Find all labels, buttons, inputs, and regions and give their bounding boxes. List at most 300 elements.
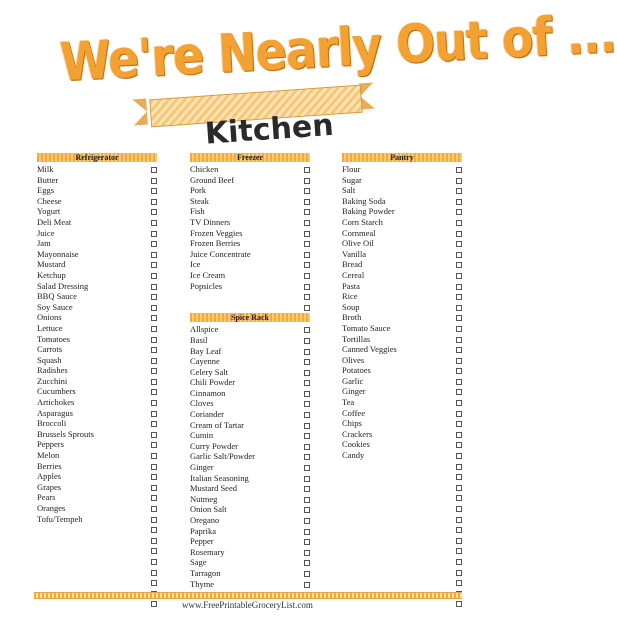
item-label: Melon <box>37 450 60 461</box>
item-label: Frozen Veggies <box>190 227 243 238</box>
item-label: Steak <box>190 195 209 206</box>
item-label: Eggs <box>37 185 54 196</box>
pantry-header: Pantry <box>342 153 462 162</box>
item-label: Candy <box>342 450 365 461</box>
list-item <box>37 196 157 207</box>
checkbox[interactable] <box>151 220 157 226</box>
list-item <box>37 259 157 270</box>
list-item <box>190 483 310 494</box>
list-item <box>342 270 462 281</box>
checkbox[interactable] <box>456 358 462 364</box>
checkbox[interactable] <box>304 252 310 258</box>
item-label: Sage <box>190 557 207 568</box>
item-label: Butter <box>37 174 59 185</box>
list-item <box>342 439 462 450</box>
checkbox[interactable] <box>151 337 157 343</box>
checkbox[interactable] <box>304 370 310 376</box>
list-item <box>37 535 157 546</box>
list-item <box>342 291 462 302</box>
list-item <box>190 356 310 367</box>
item-label: Cloves <box>190 398 214 409</box>
checkbox[interactable] <box>151 294 157 300</box>
checkbox[interactable] <box>456 167 462 173</box>
list-item <box>37 503 157 514</box>
checkbox[interactable] <box>456 241 462 247</box>
refrigerator-header: Refrigerator <box>37 153 157 162</box>
list-item <box>190 451 310 462</box>
checkbox[interactable] <box>151 241 157 247</box>
checkbox[interactable] <box>304 529 310 535</box>
item-label: Tarragon <box>190 567 221 578</box>
item-label: Nutmeg <box>190 493 218 504</box>
item-label: Curry Powder <box>190 440 238 451</box>
item-label: Olives <box>342 354 365 365</box>
list-item <box>342 217 462 228</box>
checkbox[interactable] <box>151 527 157 533</box>
item-label: Pork <box>190 185 207 196</box>
list-item <box>342 397 462 408</box>
list-item <box>37 228 157 239</box>
checkbox[interactable] <box>151 474 157 480</box>
checkbox[interactable] <box>304 486 310 492</box>
list-item <box>342 196 462 207</box>
checkbox[interactable] <box>151 231 157 237</box>
checkbox[interactable] <box>151 506 157 512</box>
checkbox[interactable] <box>304 423 310 429</box>
list-item <box>37 556 157 567</box>
list-item <box>190 302 310 313</box>
item-label: Flour <box>342 164 361 174</box>
item-label: Cayenne <box>190 356 220 367</box>
list-item <box>190 367 310 378</box>
checkbox[interactable] <box>456 432 462 438</box>
item-label: Brussels Sprouts <box>37 428 94 439</box>
checkbox[interactable] <box>304 178 310 184</box>
checkbox[interactable] <box>456 580 462 586</box>
list-item <box>37 439 157 450</box>
item-label: Deli Meat <box>37 216 72 227</box>
pantry-column <box>342 153 462 609</box>
item-label: Oregano <box>190 515 220 525</box>
checkbox[interactable] <box>456 453 462 459</box>
checkbox[interactable] <box>456 315 462 321</box>
item-label: Jam <box>37 238 51 249</box>
list-item <box>37 524 157 535</box>
checkbox[interactable] <box>456 506 462 512</box>
checkbox[interactable] <box>151 188 157 194</box>
checkbox[interactable] <box>456 421 462 427</box>
footer-divider <box>34 592 462 599</box>
list-item <box>190 346 310 357</box>
checkbox[interactable] <box>151 538 157 544</box>
list-item <box>190 568 310 579</box>
checkbox[interactable] <box>456 231 462 237</box>
checkbox[interactable] <box>151 273 157 279</box>
list-item <box>190 388 310 399</box>
list-item <box>342 450 462 461</box>
checkbox[interactable] <box>304 327 310 333</box>
item-label: Bay Leaf <box>190 345 222 356</box>
checkbox[interactable] <box>456 337 462 343</box>
item-label: Ginger <box>342 386 366 397</box>
item-label: Tortillas <box>342 333 371 344</box>
list-item <box>342 503 462 514</box>
checkbox[interactable] <box>456 262 462 268</box>
checkbox[interactable] <box>304 167 310 173</box>
pantry-list <box>342 164 462 609</box>
list-item <box>190 335 310 346</box>
item-label: Corn Starch <box>342 216 383 227</box>
checkbox[interactable] <box>151 315 157 321</box>
checkbox[interactable] <box>151 262 157 268</box>
checkbox[interactable] <box>304 380 310 386</box>
checkbox[interactable] <box>151 464 157 470</box>
checkbox[interactable] <box>151 389 157 395</box>
checkbox[interactable] <box>151 580 157 586</box>
checkbox[interactable] <box>304 539 310 545</box>
list-item <box>37 270 157 281</box>
item-label: Broth <box>342 312 362 323</box>
list-item <box>342 238 462 249</box>
checkbox[interactable] <box>304 507 310 513</box>
spice-rack-list <box>190 324 310 599</box>
list-item <box>37 302 157 313</box>
list-item <box>190 238 310 249</box>
checkbox[interactable] <box>151 305 157 311</box>
checkbox[interactable] <box>456 209 462 215</box>
list-item <box>190 185 310 196</box>
checkbox[interactable] <box>304 497 310 503</box>
item-label: Mustard Seed <box>190 483 237 494</box>
checkbox[interactable] <box>304 359 310 365</box>
checkbox[interactable] <box>304 188 310 194</box>
checkbox[interactable] <box>304 465 310 471</box>
checkbox[interactable] <box>151 453 157 459</box>
list-item <box>37 429 157 440</box>
item-label: Tofu/Tempeh <box>37 513 83 524</box>
item-label: Berries <box>37 460 62 471</box>
item-label: Baking Soda <box>342 195 386 206</box>
item-label: Popsicles <box>190 280 223 291</box>
spice-rack-header: Spice Rack <box>190 313 310 322</box>
list-item <box>190 430 310 441</box>
list-item <box>190 175 310 186</box>
list-item <box>342 471 462 482</box>
list-item <box>190 462 310 473</box>
item-label: Crackers <box>342 428 373 439</box>
checkbox[interactable] <box>151 178 157 184</box>
item-label: Baking Powder <box>342 206 395 217</box>
list-item <box>190 409 310 420</box>
list-item <box>190 206 310 217</box>
footer-url: www.FreePrintableGroceryList.com <box>182 600 313 610</box>
checkbox[interactable] <box>456 347 462 353</box>
checkbox[interactable] <box>151 326 157 332</box>
item-label: Coriander <box>190 409 224 420</box>
list-item <box>190 377 310 388</box>
item-label: Tea <box>342 397 355 408</box>
list-item <box>342 556 462 567</box>
refrigerator-list <box>37 164 157 609</box>
checkbox[interactable] <box>304 241 310 247</box>
item-label: Rice <box>342 291 358 302</box>
checkbox[interactable] <box>456 273 462 279</box>
item-label: Peppers <box>37 439 64 450</box>
list-item <box>37 334 157 345</box>
checkbox[interactable] <box>456 178 462 184</box>
list-item <box>342 567 462 578</box>
item-label: Cream of Tartar <box>190 419 245 430</box>
checkbox[interactable] <box>151 167 157 173</box>
checkbox[interactable] <box>304 305 310 311</box>
checkbox[interactable] <box>456 559 462 565</box>
item-label: Soup <box>342 301 360 312</box>
list-item <box>342 281 462 292</box>
checkbox[interactable] <box>304 273 310 279</box>
list-item <box>37 281 157 292</box>
list-item <box>342 545 462 556</box>
checkbox[interactable] <box>151 347 157 353</box>
list-item <box>190 473 310 484</box>
list-item <box>37 461 157 472</box>
list-item <box>37 397 157 408</box>
checkbox[interactable] <box>456 220 462 226</box>
checkbox[interactable] <box>456 570 462 576</box>
checkbox[interactable] <box>456 474 462 480</box>
list-item <box>342 334 462 345</box>
list-item <box>37 312 157 323</box>
list-item <box>190 494 310 505</box>
list-item <box>342 259 462 270</box>
list-item <box>190 324 310 335</box>
checkbox[interactable] <box>304 433 310 439</box>
checkbox[interactable] <box>304 560 310 566</box>
item-label: Squash <box>37 354 62 365</box>
checkbox[interactable] <box>456 527 462 533</box>
list-item <box>342 355 462 366</box>
checkbox[interactable] <box>151 570 157 576</box>
list-item <box>37 567 157 578</box>
checkbox[interactable] <box>151 495 157 501</box>
list-item <box>342 492 462 503</box>
list-item <box>190 557 310 568</box>
item-label: Fish <box>190 206 205 217</box>
checkbox[interactable] <box>151 400 157 406</box>
checkbox[interactable] <box>304 262 310 268</box>
item-label: Mayonnaise <box>37 248 79 259</box>
list-item <box>190 228 310 239</box>
checkbox[interactable] <box>151 368 157 374</box>
list-item <box>37 577 157 588</box>
item-label: Carrots <box>37 344 63 355</box>
checkbox[interactable] <box>151 485 157 491</box>
list-item <box>190 504 310 515</box>
checkbox[interactable] <box>151 432 157 438</box>
list-item <box>190 547 310 558</box>
list-item <box>190 259 310 270</box>
checkbox[interactable] <box>304 454 310 460</box>
item-label: Cucumbers <box>37 386 76 397</box>
checkbox[interactable] <box>151 379 157 385</box>
checkbox[interactable] <box>304 401 310 407</box>
list-item <box>342 312 462 323</box>
item-label: Potatoes <box>342 365 371 376</box>
checkbox[interactable] <box>304 220 310 226</box>
checkbox[interactable] <box>456 368 462 374</box>
list-item <box>342 482 462 493</box>
item-label: Cinnamon <box>190 387 226 398</box>
list-item <box>342 408 462 419</box>
item-label: Mustard <box>37 259 66 270</box>
checkbox[interactable] <box>456 294 462 300</box>
checkbox[interactable] <box>304 550 310 556</box>
checkbox[interactable] <box>304 231 310 237</box>
item-label: Pasta <box>342 280 360 291</box>
checkbox[interactable] <box>456 400 462 406</box>
list-item <box>190 441 310 452</box>
checkbox[interactable] <box>456 485 462 491</box>
item-label: Zucchini <box>37 375 68 386</box>
checkbox[interactable] <box>304 444 310 450</box>
list-item <box>342 514 462 525</box>
checkbox[interactable] <box>456 442 462 448</box>
list-item <box>37 450 157 461</box>
item-label: TV Dinners <box>190 216 231 227</box>
list-item <box>190 579 310 590</box>
item-label: Vanilla <box>342 248 367 259</box>
item-label: Ice <box>190 259 201 270</box>
checkbox[interactable] <box>456 548 462 554</box>
item-label: Pepper <box>190 536 214 547</box>
checkbox[interactable] <box>304 284 310 290</box>
item-label: Garlic <box>342 375 364 386</box>
list-item <box>37 545 157 556</box>
list-item <box>342 175 462 186</box>
item-label: Bread <box>342 259 363 270</box>
list-item <box>37 238 157 249</box>
checkbox[interactable] <box>151 209 157 215</box>
item-label: Allspice <box>190 324 219 335</box>
item-label: Lettuce <box>37 322 63 333</box>
ribbon-tail-left <box>132 99 148 126</box>
checkbox[interactable] <box>304 349 310 355</box>
checkbox[interactable] <box>151 411 157 417</box>
page-title: We're Nearly Out of ... <box>58 1 617 94</box>
item-label: Juice Concentrate <box>190 248 251 259</box>
item-label: Salt <box>342 185 356 196</box>
list-item <box>37 344 157 355</box>
list-item <box>342 249 462 260</box>
item-label: Celery Salt <box>190 366 229 377</box>
checkbox[interactable] <box>456 538 462 544</box>
checkbox[interactable] <box>456 284 462 290</box>
checkbox[interactable] <box>304 518 310 524</box>
list-item <box>37 376 157 387</box>
list-item <box>37 164 157 175</box>
list-item <box>342 302 462 313</box>
list-item <box>37 408 157 419</box>
item-label: Chicken <box>190 164 219 174</box>
item-label: Chips <box>342 418 362 429</box>
item-label: Artichokes <box>37 397 75 408</box>
checkbox[interactable] <box>304 209 310 215</box>
item-label: Coffee <box>342 407 365 418</box>
checkbox[interactable] <box>456 464 462 470</box>
checkbox[interactable] <box>151 442 157 448</box>
list-item <box>37 355 157 366</box>
item-label: Ground Beef <box>190 174 235 185</box>
checkbox[interactable] <box>304 294 310 300</box>
checkbox[interactable] <box>304 476 310 482</box>
list-item <box>342 386 462 397</box>
checkbox[interactable] <box>456 252 462 258</box>
checkbox[interactable] <box>456 517 462 523</box>
list-item <box>342 228 462 239</box>
checkbox[interactable] <box>151 559 157 565</box>
list-item <box>37 482 157 493</box>
checkbox[interactable] <box>151 517 157 523</box>
item-label: Frozen Berries <box>190 238 241 249</box>
item-label: Cookies <box>342 439 370 450</box>
page-subtitle: Kitchen <box>203 107 335 152</box>
checkbox[interactable] <box>456 199 462 205</box>
list-item <box>342 524 462 535</box>
list-item <box>342 323 462 334</box>
item-label: Milk <box>37 164 54 174</box>
checkbox[interactable] <box>151 548 157 554</box>
checkbox[interactable] <box>151 284 157 290</box>
list-item <box>37 418 157 429</box>
checkbox[interactable] <box>151 421 157 427</box>
item-label: Sugar <box>342 174 362 185</box>
item-label: Ginger <box>190 462 214 473</box>
checkbox[interactable] <box>304 199 310 205</box>
item-label: Rosemary <box>190 546 225 557</box>
list-item <box>37 249 157 260</box>
checkbox[interactable] <box>456 411 462 417</box>
checkbox[interactable] <box>151 199 157 205</box>
checkbox[interactable] <box>456 326 462 332</box>
list-item <box>190 291 310 302</box>
list-item <box>37 185 157 196</box>
item-label: Cheese <box>37 195 62 206</box>
list-item <box>342 206 462 217</box>
checkbox[interactable] <box>456 495 462 501</box>
item-label: Ketchup <box>37 269 66 280</box>
checkbox[interactable] <box>304 582 310 588</box>
checkbox[interactable] <box>456 305 462 311</box>
item-label: Onion Salt <box>190 504 227 515</box>
checkbox[interactable] <box>304 412 310 418</box>
list-item <box>37 514 157 525</box>
checkbox[interactable] <box>304 338 310 344</box>
checkbox[interactable] <box>304 391 310 397</box>
checkbox[interactable] <box>151 358 157 364</box>
checkbox[interactable] <box>456 188 462 194</box>
checkbox[interactable] <box>456 389 462 395</box>
list-item <box>190 515 310 526</box>
item-label: Thyme <box>190 578 215 589</box>
item-label: Grapes <box>37 481 62 492</box>
item-label: Broccoli <box>37 418 67 429</box>
checkbox[interactable] <box>151 252 157 258</box>
list-item <box>342 535 462 546</box>
checkbox[interactable] <box>456 379 462 385</box>
checkbox[interactable] <box>304 571 310 577</box>
item-label: Tomatoes <box>37 333 70 344</box>
item-label: Salad Dressing <box>37 280 89 291</box>
list-item <box>37 206 157 217</box>
